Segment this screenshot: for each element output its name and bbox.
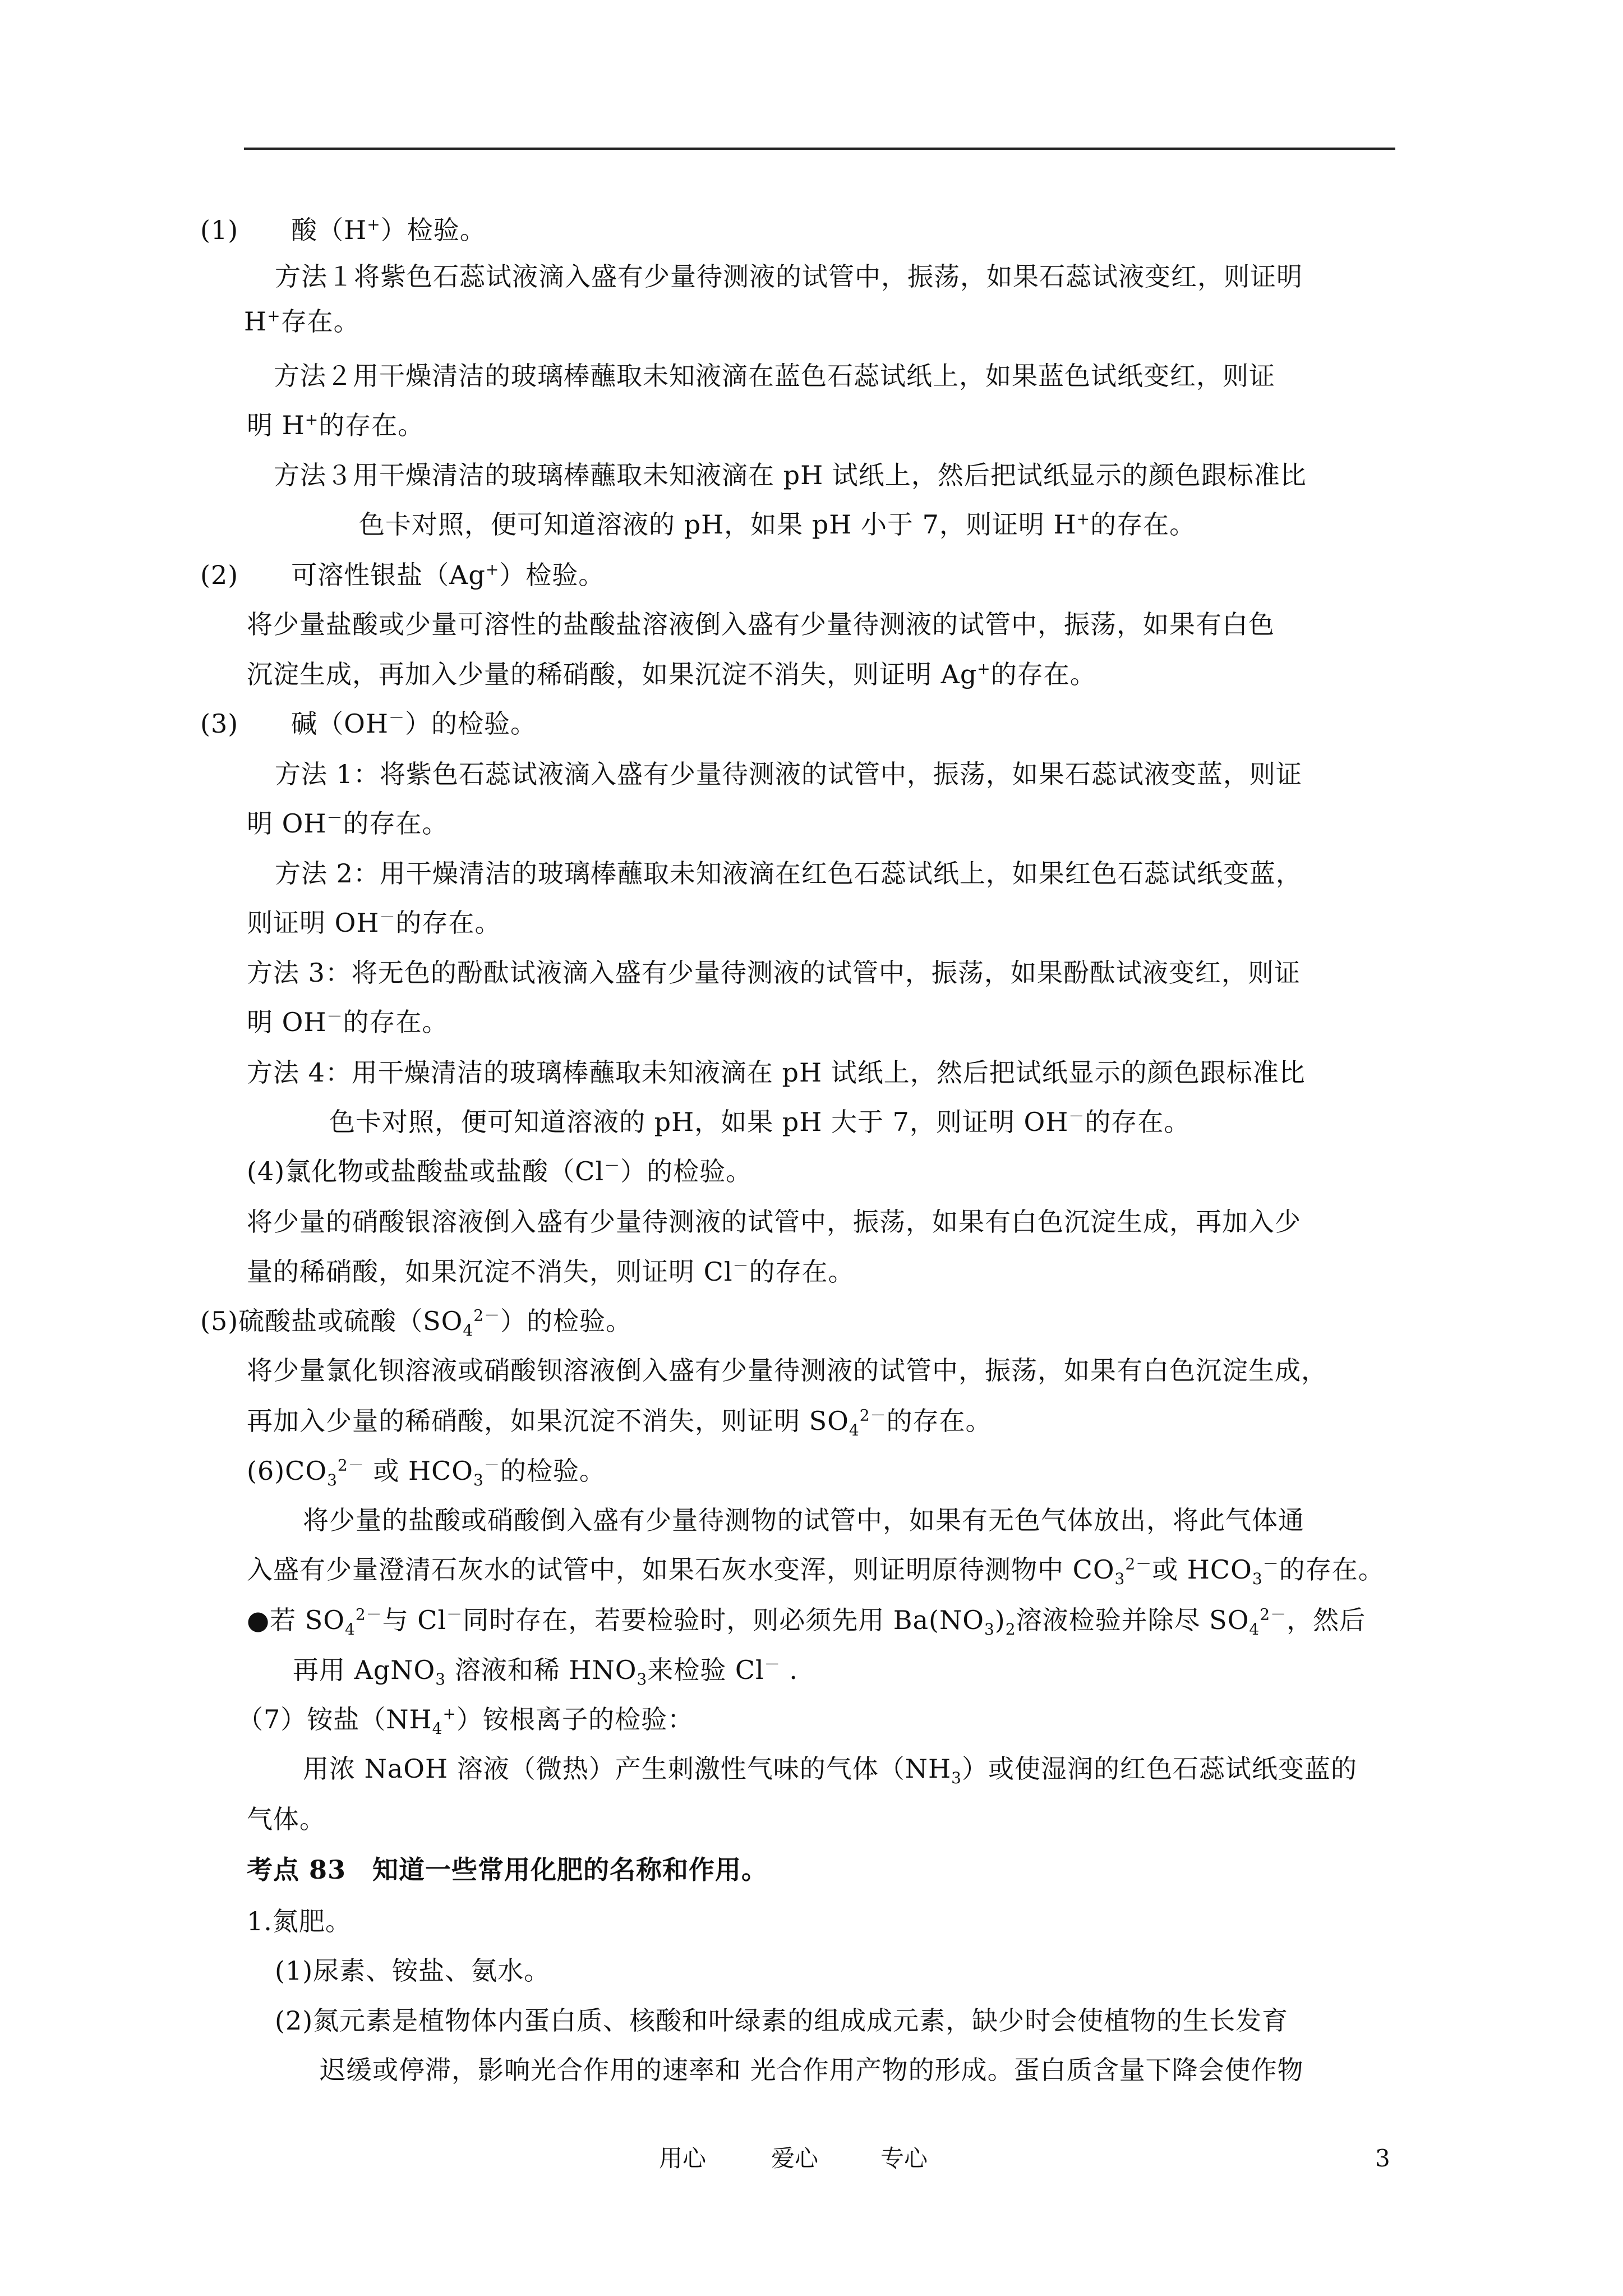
- text-line: [274, 359, 1275, 393]
- text-run: (2)氮元素是植物体内蛋白质、核酸和叶绿素的组成成元素，缺少时会使植物的生长发育: [275, 2005, 1289, 2036]
- subscript: 2: [1005, 1620, 1016, 1639]
- text-line: [247, 1205, 1301, 1239]
- superscript: 2－: [473, 1306, 501, 1325]
- text-run: ）铵根离子的检验：: [456, 1704, 694, 1734]
- superscript: +: [977, 659, 991, 678]
- text-run: （7）铵盐（NH: [237, 1704, 432, 1734]
- text-run: 用浓 NaOH 溶液（微热）产生刺激性气味的气体（NH: [303, 1754, 952, 1784]
- footer-motto-3: 专心: [880, 2145, 928, 2172]
- text-line: [247, 608, 1275, 641]
- text-line: [275, 260, 1303, 293]
- text-line: [275, 857, 1302, 890]
- text-line: [303, 1503, 1304, 1537]
- text-run: 的存在。: [1085, 1107, 1191, 1137]
- text-run: 的存在。: [886, 1406, 992, 1436]
- superscript: 2－: [355, 1605, 382, 1624]
- header-rule: [244, 148, 1395, 150]
- superscript: 2－: [337, 1456, 365, 1475]
- superscript: －: [389, 708, 405, 728]
- text-run: 存在。: [280, 306, 360, 337]
- section-heading: [247, 1853, 768, 1887]
- superscript: －: [604, 1156, 621, 1175]
- text-line: [274, 458, 1307, 492]
- text-run: 来检验 Cl: [647, 1655, 764, 1685]
- text-run: 的存在。: [319, 410, 425, 440]
- text-run: ）或使湿润的红色石蕊试纸变蓝的: [961, 1754, 1357, 1784]
- subscript: 3: [473, 1471, 484, 1490]
- text-line: [247, 906, 501, 940]
- superscript: －: [732, 1257, 749, 1276]
- superscript: －: [379, 908, 396, 927]
- text-line: [247, 1454, 606, 1488]
- text-line: [247, 1354, 1327, 1387]
- text-run: 与 Cl: [382, 1605, 447, 1635]
- text-run: ）的检验。: [500, 1306, 633, 1336]
- text-line: [247, 1553, 1385, 1589]
- text-run: 方法 2：用干燥清洁的玻璃棒蘸取未知液滴在红色石蕊试纸上，如果红色石蕊试纸变蓝，: [275, 858, 1302, 889]
- text-run: H: [244, 306, 268, 337]
- text-run: (4)氯化物或盐酸盐或盐酸（Cl: [247, 1156, 605, 1186]
- superscript: +: [485, 560, 500, 579]
- superscript: －: [1068, 1107, 1085, 1126]
- text-run: (3) 碱（OH: [200, 708, 389, 739]
- text-run: 的存在。: [749, 1257, 855, 1287]
- text-line: [303, 1752, 1357, 1786]
- text-run: ）检验。: [380, 215, 486, 245]
- text-line: [247, 1904, 352, 1938]
- text-run: 1.氮肥。: [247, 1906, 352, 1936]
- text-line: [247, 1802, 326, 1836]
- text-line: [329, 1105, 1190, 1139]
- text-line: [200, 707, 537, 740]
- text-line: [247, 1404, 992, 1438]
- text-run: 明 OH: [247, 808, 327, 839]
- text-line: [359, 508, 1196, 541]
- footer-motto-1: 用心: [659, 2145, 707, 2172]
- text-line: [247, 657, 1096, 691]
- superscript: 2－: [859, 1406, 887, 1425]
- text-run: ●若 SO: [247, 1605, 345, 1635]
- superscript: －: [483, 1456, 500, 1475]
- text-run: 迟缓或停滞，影响光合作用的速率和 光合作用产物的形成。蛋白质含量下降会使作物: [320, 2055, 1304, 2085]
- footer-motto-2: 爱心: [771, 2145, 819, 2172]
- subscript: 3: [951, 1769, 962, 1788]
- superscript: +: [367, 215, 381, 234]
- text-line: [247, 956, 1301, 990]
- text-run: (1)尿素、铵盐、氨水。: [275, 1955, 551, 1986]
- superscript: －: [1262, 1554, 1279, 1573]
- superscript: －: [446, 1605, 463, 1624]
- text-run: 则证明 OH: [247, 908, 380, 938]
- subscript: 3: [435, 1670, 446, 1689]
- text-line: [275, 757, 1302, 791]
- subscript: 4: [463, 1321, 474, 1340]
- superscript: 2－: [1125, 1554, 1152, 1573]
- text-line: [293, 1653, 798, 1687]
- text-run: (5)硫酸盐或硫酸（SO: [200, 1306, 463, 1336]
- text-run: 的存在。: [1090, 509, 1196, 540]
- superscript: +: [442, 1704, 457, 1723]
- text-run: (2) 可溶性银盐（Ag: [200, 560, 486, 590]
- text-run: 方法３用干燥清洁的玻璃棒蘸取未知液滴在 pH 试纸上，然后把试纸显示的颜色跟标准比: [274, 460, 1307, 490]
- text-line: [237, 1703, 694, 1736]
- text-run: 同时存在，若要检验时，则必须先用 Ba(NO: [463, 1605, 984, 1635]
- text-run: 明 OH: [247, 1007, 327, 1037]
- text-run: .: [780, 1655, 799, 1685]
- text-run: ）的检验。: [405, 708, 537, 739]
- text-line: [247, 1056, 1306, 1089]
- subscript: 4: [344, 1620, 356, 1639]
- text-run: 气体。: [247, 1804, 326, 1834]
- text-line: [247, 408, 424, 442]
- text-run: 将少量氯化钡溶液或硝酸钡溶液倒入盛有少量待测液的试管中，振荡，如果有白色沉淀生成，: [247, 1355, 1327, 1386]
- text-run: 量的稀硝酸，如果沉淀不消失，则证明 Cl: [247, 1257, 733, 1287]
- text-line: [200, 558, 605, 592]
- text-run: 溶液检验并除尽 SO: [1016, 1605, 1249, 1635]
- text-run: 明 H: [247, 410, 305, 440]
- subscript: 3: [984, 1620, 995, 1639]
- superscript: +: [267, 306, 281, 325]
- text-run: 将少量盐酸或少量可溶性的盐酸盐溶液倒入盛有少量待测液的试管中，振荡，如果有白色: [247, 609, 1275, 639]
- text-run: 方法 4：用干燥清洁的玻璃棒蘸取未知液滴在 pH 试纸上，然后把试纸显示的颜色跟标准比: [247, 1057, 1306, 1088]
- text-run: (1) 酸（H: [200, 215, 367, 245]
- text-line: [247, 1255, 855, 1289]
- subscript: 3: [327, 1471, 338, 1490]
- text-line: [200, 213, 486, 247]
- text-run: 溶液和稀 HNO: [446, 1655, 637, 1685]
- subscript: 3: [1252, 1570, 1263, 1589]
- text-line: [244, 305, 360, 338]
- text-run: ）的检验。: [620, 1156, 753, 1186]
- text-run: 的存在。: [395, 908, 501, 938]
- text-run: 或 HCO: [364, 1456, 474, 1486]
- text-run: 沉淀生成，再加入少量的稀硝酸，如果沉淀不消失，则证明 Ag: [247, 659, 978, 689]
- subscript: 3: [1114, 1570, 1126, 1589]
- text-run: 的检验。: [500, 1456, 606, 1486]
- text-run: 将少量的盐酸或硝酸倒入盛有少量待测物的试管中，如果有无色气体放出，将此气体通: [303, 1505, 1304, 1535]
- text-line: [275, 1954, 550, 1987]
- superscript: －: [764, 1655, 781, 1674]
- text-line: [247, 807, 448, 840]
- text-run: 考点 83 知道一些常用化肥的名称和作用。: [247, 1855, 768, 1885]
- text-run: 再加入少量的稀硝酸，如果沉淀不消失，则证明 SO: [247, 1406, 849, 1436]
- superscript: +: [1076, 509, 1091, 528]
- text-run: 方法２用干燥清洁的玻璃棒蘸取未知液滴在蓝色石蕊试纸上，如果蓝色试纸变红，则证: [274, 361, 1275, 391]
- text-line: [320, 2053, 1304, 2087]
- superscript: －: [326, 808, 343, 827]
- text-line: [247, 1005, 448, 1039]
- subscript: 3: [637, 1670, 648, 1689]
- text-run: 入盛有少量澄清石灰水的试管中，如果石灰水变浑，则证明原待测物中 CO: [247, 1554, 1115, 1585]
- text-run: (6)CO: [247, 1456, 328, 1486]
- text-line: [247, 1154, 752, 1188]
- text-run: ，然后: [1287, 1605, 1366, 1635]
- superscript: +: [305, 410, 319, 429]
- text-run: ): [994, 1605, 1006, 1635]
- text-run: 将少量的硝酸银溶液倒入盛有少量待测液的试管中，振荡，如果有白色沉淀生成，再加入少: [247, 1207, 1301, 1237]
- text-run: 再用 AgNO: [293, 1655, 436, 1685]
- text-run: 的存在。: [990, 659, 1096, 689]
- text-run: 色卡对照，便可知道溶液的 pH，如果 pH 小于 7，则证明 H: [359, 509, 1077, 540]
- text-run: 方法 3：将无色的酚酞试液滴入盛有少量待测液的试管中，振荡，如果酚酞试液变红，则证: [247, 958, 1301, 988]
- text-run: 的存在。: [1279, 1554, 1385, 1585]
- text-run: 方法１将紫色石蕊试液滴入盛有少量待测液的试管中，振荡，如果石蕊试液变红，则证明: [275, 261, 1303, 292]
- text-line: [247, 1603, 1366, 1637]
- subscript: 4: [849, 1421, 860, 1440]
- text-run: ）检验。: [499, 560, 605, 590]
- subscript: 4: [432, 1719, 443, 1738]
- page-number: 3: [1375, 2145, 1390, 2172]
- superscript: 2－: [1260, 1605, 1287, 1624]
- text-line: [275, 2004, 1288, 2037]
- text-run: 的存在。: [343, 808, 449, 839]
- text-line: [200, 1304, 632, 1338]
- text-run: 方法 1：将紫色石蕊试液滴入盛有少量待测液的试管中，振荡，如果石蕊试液变蓝，则证: [275, 759, 1302, 789]
- text-run: 或 HCO: [1152, 1554, 1252, 1585]
- subscript: 4: [1249, 1620, 1260, 1639]
- superscript: －: [326, 1007, 343, 1026]
- text-run: 的存在。: [343, 1007, 449, 1037]
- text-run: 色卡对照，便可知道溶液的 pH，如果 pH 大于 7，则证明 OH: [329, 1107, 1069, 1137]
